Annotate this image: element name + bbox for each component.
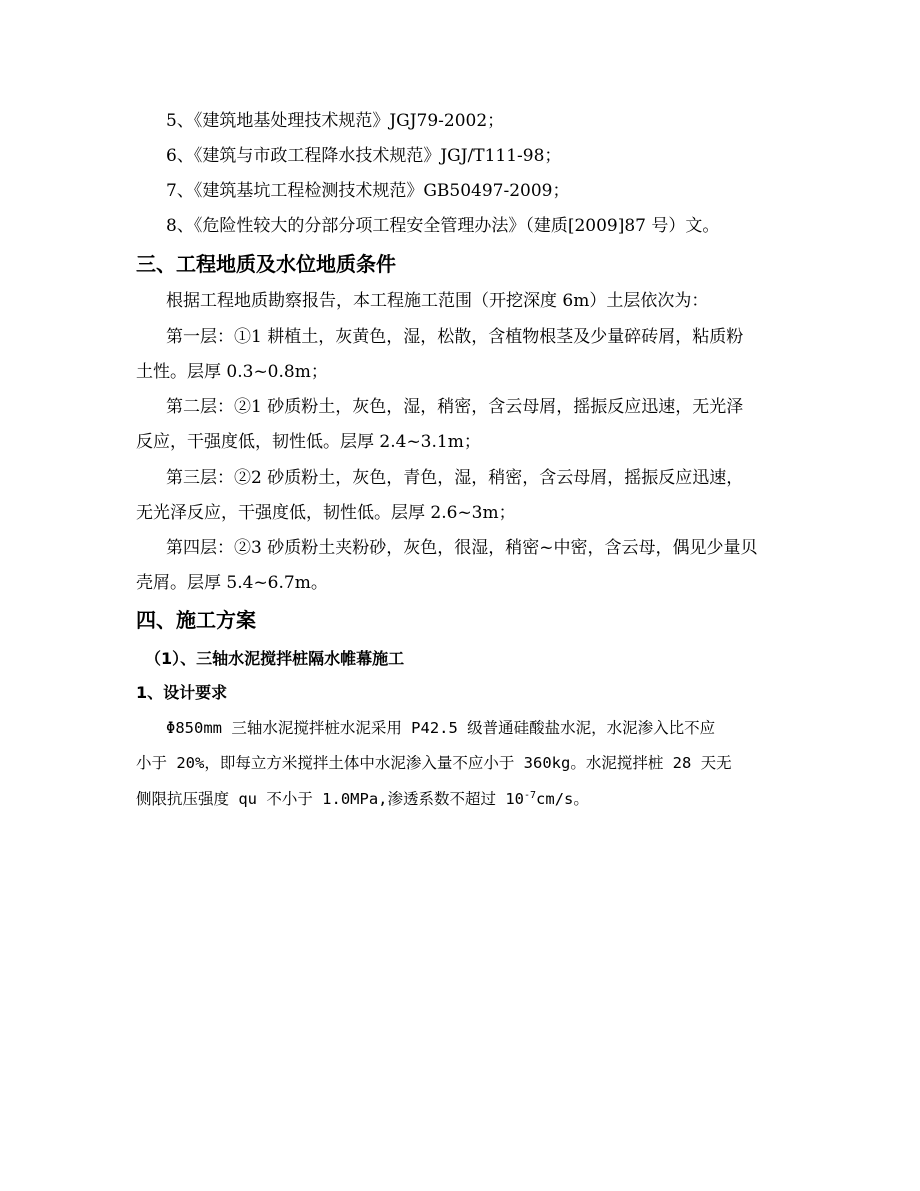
- design-para-line-3-unit: cm/s。: [536, 790, 589, 808]
- layer-1-line-2: 土性。层厚 0.3~0.8m；: [136, 362, 328, 382]
- design-para-line-2: 小于 20%，即每立方米搅拌土体中水泥渗入量不应小于 360kg。水泥搅拌桩 28 天无: [136, 754, 732, 772]
- layer-4-line-2: 壳屑。层厚 5.4~6.7m。: [136, 573, 328, 593]
- layer-3-line-2: 无光泽反应，干强度低，韧性低。层厚 2.6~3m；: [136, 503, 516, 523]
- design-para-line-3-text: 侧限抗压强度 qu 不小于 1.0MPa,渗透系数不超过 10: [136, 790, 524, 808]
- section-4-heading: 四、施工方案: [136, 608, 256, 632]
- section-4-subheading: （1）、三轴水泥搅拌桩隔水帷幕施工: [145, 649, 405, 668]
- standard-item-6: 6、《建筑与市政工程降水技术规范》JGJ/T111-98；: [166, 146, 562, 166]
- layer-2-line-1: 第二层：②1 砂质粉土，灰色，湿，稍密，含云母屑，摇振反应迅速，无光泽: [166, 397, 744, 417]
- standard-item-8: 8、《危险性较大的分部分项工程安全管理办法》（建质[2009]87 号）文。: [166, 216, 720, 236]
- design-para-line-3: [136, 788, 589, 810]
- layer-3-line-1: 第三层：②2 砂质粉土，灰色，青色，湿，稍密，含云母屑，摇振反应迅速，: [166, 468, 744, 488]
- section-3-heading: 三、工程地质及水位地质条件: [136, 252, 396, 276]
- layer-2-line-2: 反应，干强度低，韧性低。层厚 2.4~3.1m；: [136, 432, 481, 452]
- geology-intro: 根据工程地质勘察报告，本工程施工范围（开挖深度 6m）土层依次为：: [166, 291, 709, 311]
- layer-1-line-1: 第一层：①1 耕植土，灰黄色，湿，松散，含植物根茎及少量碎砖屑，粘质粉: [166, 327, 744, 347]
- exponent-superscript: -7: [523, 789, 537, 801]
- standard-item-7: 7、《建筑基坑工程检测技术规范》GB50497-2009；: [166, 181, 570, 201]
- standard-item-5: 5、《建筑地基处理技术规范》JGJ79-2002；: [166, 111, 505, 131]
- design-requirements-title: 1、设计要求: [136, 683, 228, 702]
- layer-4-line-1: 第四层：②3 砂质粉土夹粉砂，灰色，很湿，稍密~中密，含云母，偶见少量贝: [166, 538, 758, 558]
- design-para-line-1: Φ850mm 三轴水泥搅拌桩水泥采用 P42.5 级普通硅酸盐水泥，水泥渗入比不应: [166, 719, 716, 737]
